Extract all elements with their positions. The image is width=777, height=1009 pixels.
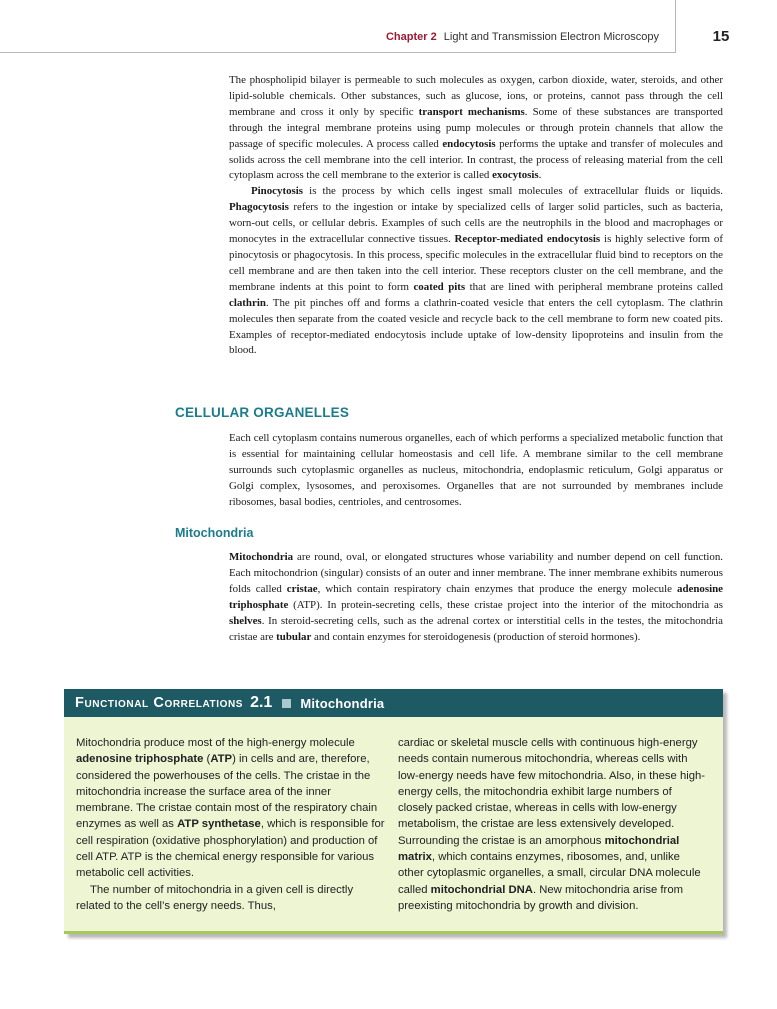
section-heading-cellular-organelles: CELLULAR ORGANELLES: [175, 405, 350, 420]
square-bullet-icon: [282, 699, 291, 708]
header-divider: [675, 0, 676, 53]
section-heading-mitochondria: Mitochondria: [175, 526, 254, 540]
functional-correlations-title: Mitochondria: [300, 695, 385, 711]
header-rule: [0, 52, 675, 53]
chapter-label: Chapter 2: [385, 31, 437, 43]
cellular-organelles-paragraph: Each cell cytoplasm contains numerous organelles, each of which performs a specialized metabolic function that is essential for maintaining cellular homeostasis and cell life. A membrane similar to the cell membrane surrounds such cytoplasmic organelles as nucleus, mitochondria, endoplasmic reticulum, Golgi apparatus or Golgi complex, lysosomes, and peroxisomes. Organelles that are not surrounded by membranes include ribosomes, basal bodies, centrioles, and centrosomes.: [229, 432, 723, 508]
fc-left-paragraph-2: The number of mitochondria in a given cell is directly related to the cell’s energy needs. Thus,: [76, 883, 354, 912]
cellular-organelles-text: [229, 431, 723, 511]
page-number: 15: [712, 28, 730, 45]
running-head: [386, 31, 659, 43]
box-bottom-rule: [64, 931, 723, 934]
intro-text: [229, 73, 723, 359]
mitochondria-text: [229, 550, 723, 645]
functional-correlations-box: [64, 689, 723, 934]
functional-correlations-label: Functional Correlations: [75, 695, 244, 711]
fc-left-paragraph-1: Mitochondria produce most of the high-energy molecule adenosine triphosphate (ATP) in cells and are, therefore, considered the powerhouses of the cells. The cristae in the mitochondria increase the surface area of the inner membrane. The cristae contain most of the respiratory chain enzymes as well as ATP synthetase, which is responsible for cell respiration (oxidative phosphorylation) and production of cell ATP. ATP is the chemical energy responsible for various metabolic cell activities.: [76, 737, 385, 880]
intro-paragraph-2: Pinocytosis is the process by which cells ingest small molecules of extracellular fluids or liquids. Phagocytosis refers to the ingestion or intake by specialized cells of larger solid particles, such as bacteria, worn-out cells, or cellular debris. Examples of such cells are the neutrophils in the blood and macrophages or monocytes in the extracellular connective tissues. Receptor-mediated endocytosis is highly selective form of pinocytosis or phagocytosis. In this process, specific molecules in the extracellular fluid bind to receptors on the cell membrane and are then taken into the cell interior. These receptors cluster on the cell membrane, and the membrane indents at this point to form coated pits that are lined with peripheral membrane proteins called clathrin. The pit pinches off and forms a clathrin-coated vesicle that enters the cell cytoplasm. The clathrin molecules then separate from the coated vesicle and recycle back to the cell membrane to form new coated pits. Examples of receptor-mediated endocytosis include uptake of low-density lipoproteins and insulin from the blood.: [229, 185, 724, 357]
functional-correlations-number: 2.1: [250, 694, 273, 711]
functional-correlations-header: [64, 689, 723, 717]
intro-paragraph-1: The phospholipid bilayer is permeable to such molecules as oxygen, carbon dioxide, water, steroids, and other lipid-soluble chemicals. Other substances, such as glucose, ions, or proteins, cannot pass through the cell membrane and cross it only by specific transport mechanisms. Some of these substances are transported through the integral membrane proteins using pump molecules or through protein channels that allow the passage of specific molecules. A process called endocytosis performs the uptake and transfer of molecules and solids across the cell membrane into the cell interior. In contrast, the process of releasing material from the cell cytoplasm across the cell membrane to the exterior is called exocytosis.: [229, 74, 723, 182]
mitochondria-paragraph: Mitochondria are round, oval, or elongated structures whose variability and number depend on cell function. Each mitochondrion (singular) consists of an outer and inner membrane. The inner membrane exhibits numerous folds called cristae, which contain respiratory chain enzymes that produce the energy molecule adenosine triphosphate (ATP). In protein-secreting cells, these cristae project into the interior of the mitochondria as shelves. In steroid-secreting cells, such as the adrenal cortex or interstitial cells in the testes, the mitochondria cristae are tubular and contain enzymes for steroidogenesis (production of steroid hormones).: [229, 551, 723, 643]
chapter-title: Light and Transmission Electron Microscopy: [443, 31, 659, 43]
functional-correlations-right-column: [398, 735, 708, 914]
functional-correlations-left-column: [76, 735, 386, 914]
fc-right-paragraph-1: cardiac or skeletal muscle cells with continuous high-energy needs contain numerous mitochondria, whereas cells with low-energy needs have few mitochondria. Also, in these high-energy cells, the mitochondria exhibit large numbers of closely packed cristae, whereas in cells with low-energy metabolism, the cristae are less extensively developed. Surrounding the cristae is an amorphous mitochondrial matrix, which contains enzymes, ribosomes, and, unlike other cytoplasmic organelles, a small, circular DNA molecule called mitochondrial DNA. New mitochondria arise from preexisting mitochondria by growth and division.: [398, 737, 706, 912]
